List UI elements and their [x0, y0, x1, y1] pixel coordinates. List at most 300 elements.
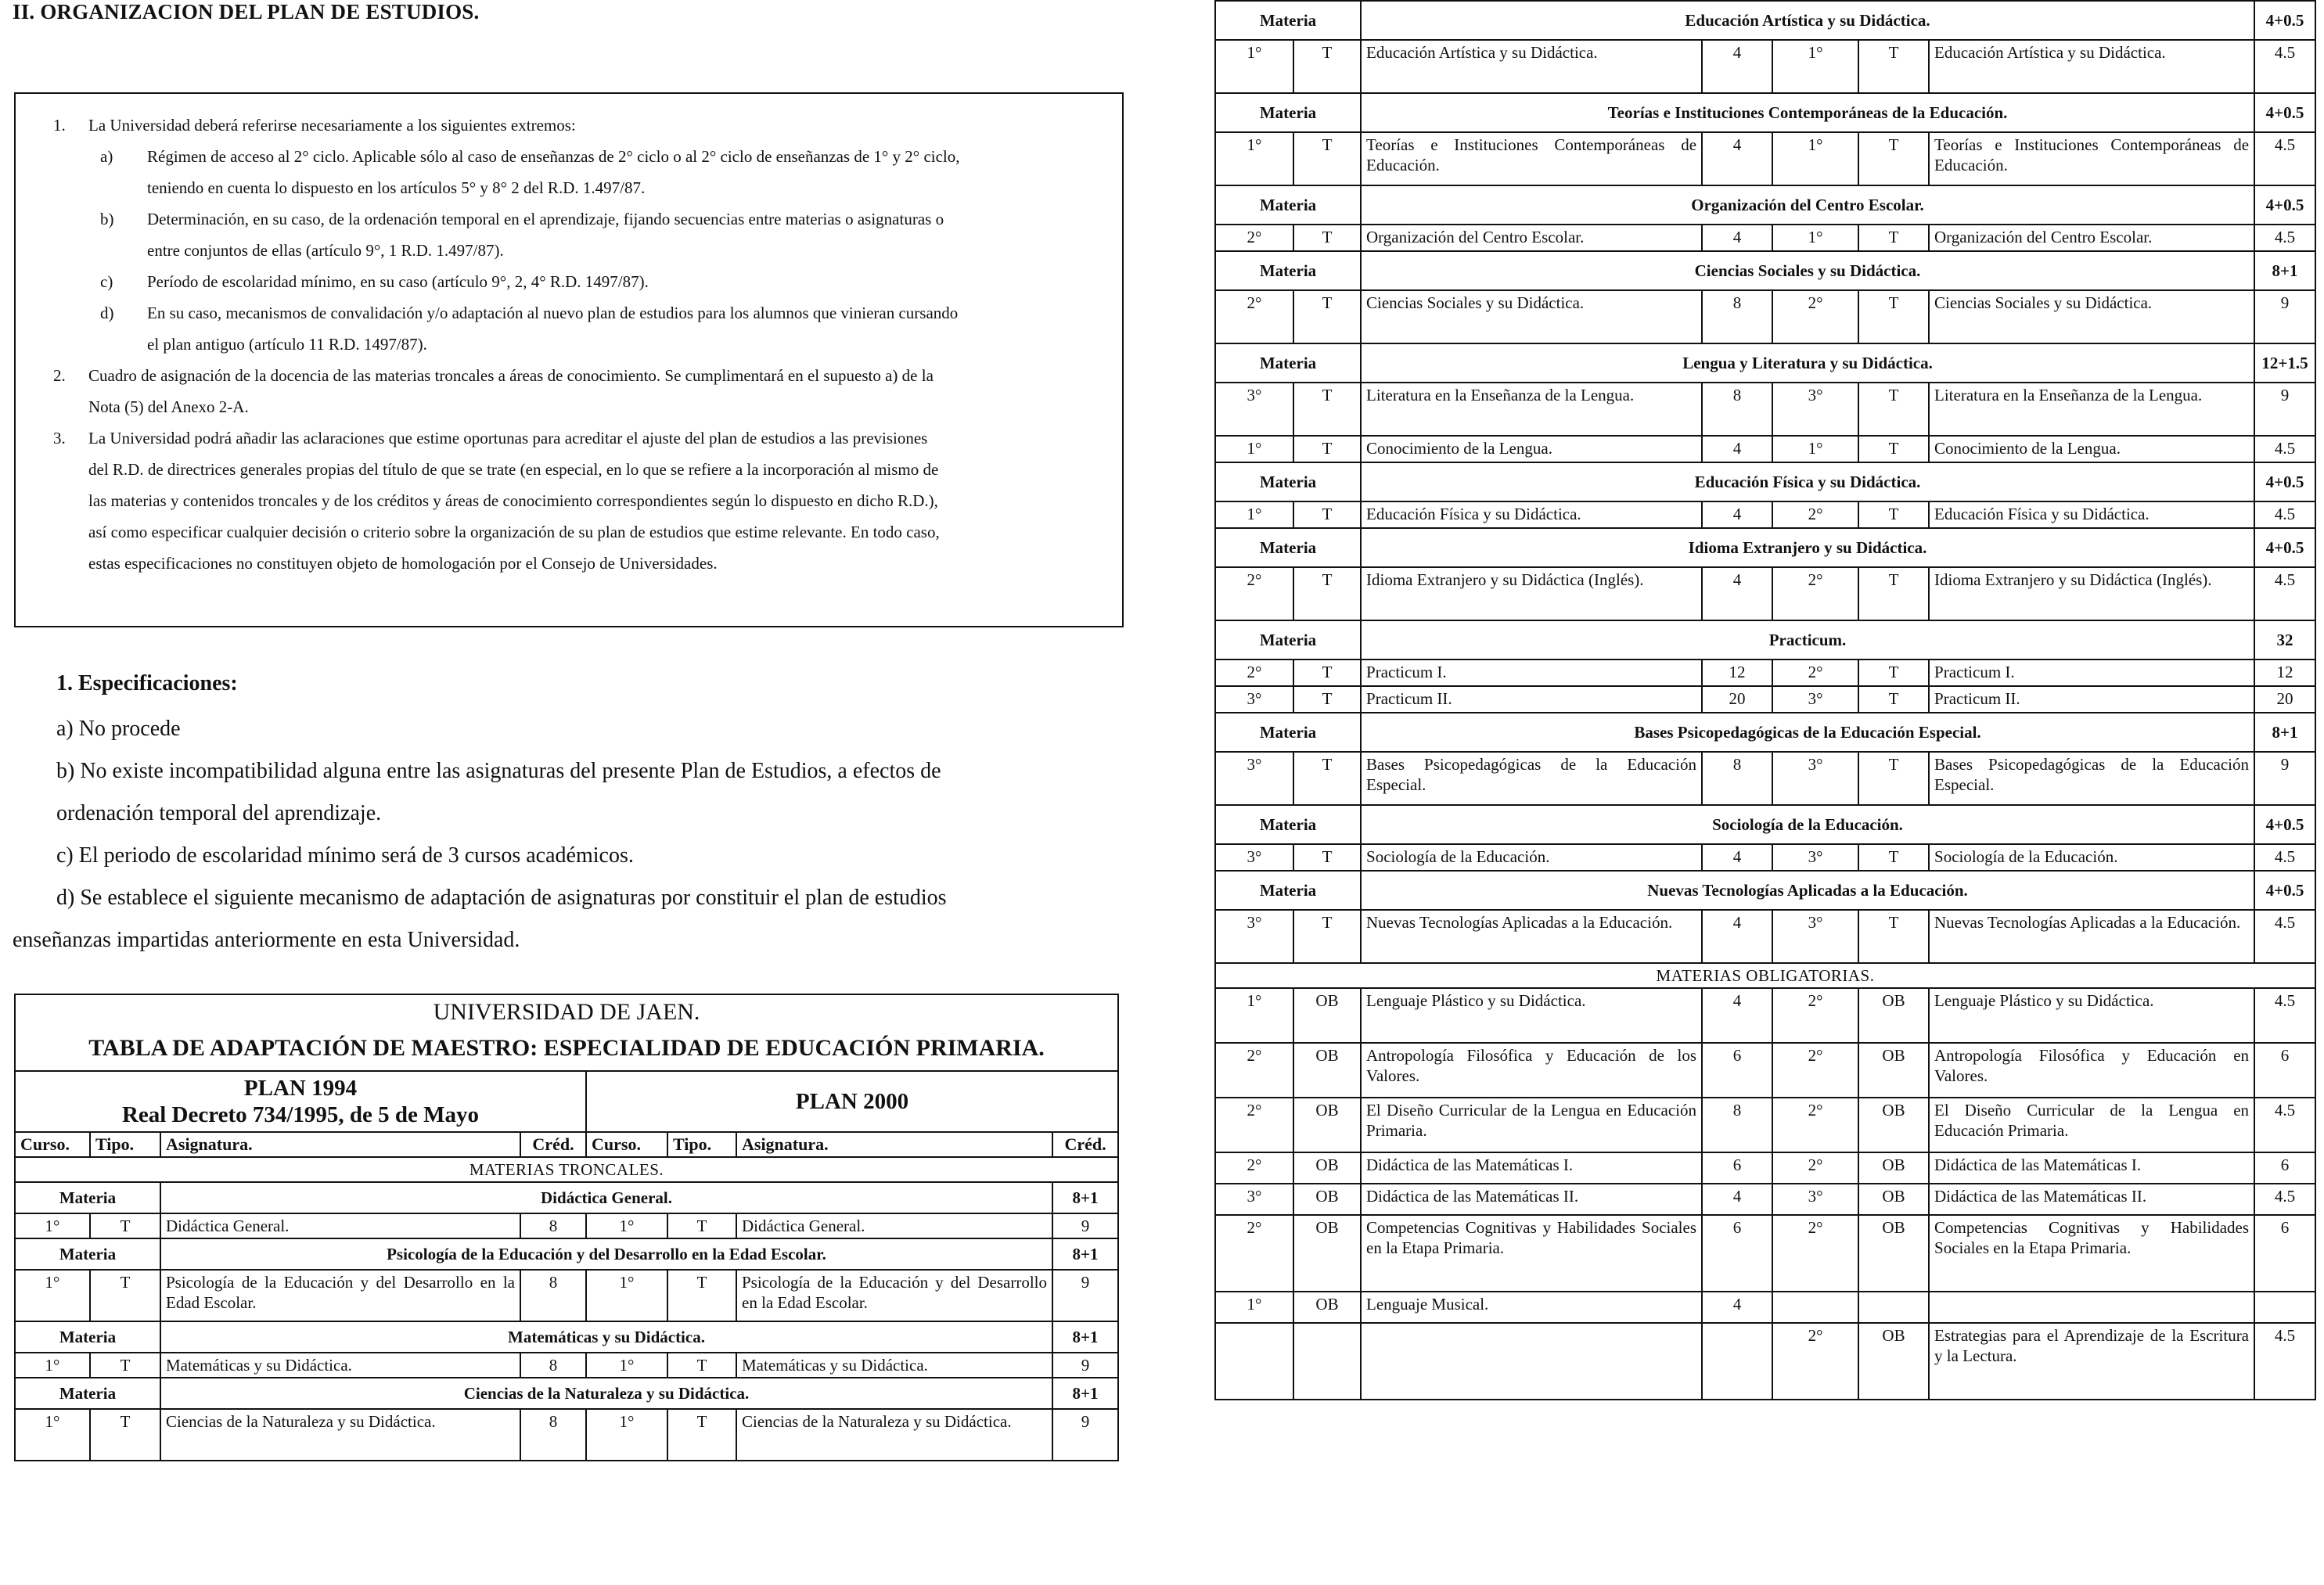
creditos-new-cell: 4.5	[2254, 910, 2315, 963]
note-item	[53, 360, 1111, 422]
tipo-old-cell: T	[1293, 844, 1361, 871]
tipo-new-cell: T	[667, 1213, 736, 1238]
tipo-new-cell: OB	[1858, 1043, 1929, 1098]
creditos-old-cell: 8	[1702, 752, 1772, 805]
note-subitem	[100, 203, 1111, 266]
curso-old-cell: 1°	[1215, 132, 1293, 185]
materia-name: Nuevas Tecnologías Aplicadas a la Educación.	[1361, 871, 2254, 910]
curso-old-cell: 2°	[1215, 1043, 1293, 1098]
specifications-title: 1. Especificaciones:	[56, 671, 238, 695]
creditos-new-cell: 4.5	[2254, 1184, 2315, 1215]
subject-row	[1215, 40, 2315, 93]
creditos-old-cell: 8	[520, 1213, 586, 1238]
curso-new-cell: 1°	[1772, 225, 1858, 251]
tipo-new-cell: T	[667, 1270, 736, 1321]
materia-row	[1215, 1, 2315, 40]
asignatura-new-cell: Teorías e Instituciones Contemporáneas de Educación.	[1929, 132, 2254, 185]
materia-name: Educación Física y su Didáctica.	[1361, 462, 2254, 501]
subject-row	[1215, 567, 2315, 620]
note-line: Nota (5) del Anexo 2-A.	[88, 397, 249, 416]
column-header: Tipo.	[667, 1132, 736, 1157]
tipo-old-cell: T	[90, 1353, 160, 1378]
creditos-new-cell: 9	[1052, 1270, 1118, 1321]
specification-line: ordenación temporal del aprendizaje.	[56, 801, 382, 825]
materia-name: Lengua y Literatura y su Didáctica.	[1361, 343, 2254, 383]
curso-old-cell: 2°	[1215, 225, 1293, 251]
note-text	[147, 266, 649, 297]
subject-row	[1215, 1292, 2315, 1323]
note-line: teniendo en cuenta lo dispuesto en los artículos 5° y 8° 2 del R.D. 1.497/87.	[147, 178, 646, 197]
creditos-new-cell	[2254, 1292, 2315, 1323]
subject-row	[1215, 1043, 2315, 1098]
tipo-new-cell: T	[1858, 436, 1929, 462]
note-text	[88, 422, 940, 579]
materia-name: Bases Psicopedagógicas de la Educación Especial.	[1361, 713, 2254, 752]
tipo-old-cell: T	[1293, 752, 1361, 805]
note-marker: 3.	[53, 429, 66, 447]
note-line: Cuadro de asignación de la docencia de las materias troncales a áreas de conocimiento. Se cumplimentará en el supuesto a) de la	[88, 366, 934, 385]
tipo-new-cell	[1858, 1292, 1929, 1323]
creditos-old-cell: 8	[520, 1270, 586, 1321]
materia-credits: 4+0.5	[2254, 93, 2315, 132]
subject-row	[1215, 1098, 2315, 1152]
adaptation-table-left	[14, 994, 1119, 1461]
materia-row	[15, 1182, 1118, 1213]
note-line: así como especificar cualquier decisión o criterio sobre la organización de su plan de estudios que estime relevante. En todo caso,	[88, 523, 940, 541]
creditos-old-cell: 4	[1702, 1292, 1772, 1323]
creditos-new-cell: 4.5	[2254, 436, 2315, 462]
creditos-old-cell: 4	[1702, 844, 1772, 871]
note-marker: 2.	[53, 366, 66, 385]
plan-old-label: PLAN 1994	[243, 1076, 358, 1101]
asignatura-new-cell: Practicum II.	[1929, 686, 2254, 713]
creditos-new-cell: 4.5	[2254, 844, 2315, 871]
asignatura-old-cell: Competencias Cognitivas y Habilidades Sociales en la Etapa Primaria.	[1361, 1215, 1702, 1292]
materia-credits: 4+0.5	[2254, 1, 2315, 40]
creditos-old-cell: 4	[1702, 988, 1772, 1043]
asignatura-new-cell: Psicología de la Educación y del Desarrollo en la Edad Escolar.	[736, 1270, 1052, 1321]
note-text	[88, 360, 934, 422]
note-text	[147, 203, 944, 266]
materia-label: Materia	[1215, 343, 1361, 383]
asignatura-old-cell: Conocimiento de la Lengua.	[1361, 436, 1702, 462]
section-troncales: MATERIAS TRONCALES.	[15, 1157, 1118, 1182]
creditos-old-cell: 20	[1702, 686, 1772, 713]
asignatura-old-cell: Antropología Filosófica y Educación de los Valores.	[1361, 1043, 1702, 1098]
asignatura-new-cell: Literatura en la Enseñanza de la Lengua.	[1929, 383, 2254, 436]
asignatura-new-cell: Ciencias Sociales y su Didáctica.	[1929, 290, 2254, 343]
materia-row	[1215, 462, 2315, 501]
asignatura-old-cell: Educación Física y su Didáctica.	[1361, 501, 1702, 528]
materia-label: Materia	[1215, 93, 1361, 132]
creditos-old-cell: 4	[1702, 40, 1772, 93]
asignatura-old-cell: Nuevas Tecnologías Aplicadas a la Educación.	[1361, 910, 1702, 963]
creditos-old-cell: 6	[1702, 1152, 1772, 1184]
asignatura-old-cell: Teorías e Instituciones Contemporáneas de Educación.	[1361, 132, 1702, 185]
curso-new-cell: 2°	[1772, 1043, 1858, 1098]
materia-label: Materia	[1215, 462, 1361, 501]
creditos-new-cell: 6	[2254, 1043, 2315, 1098]
note-line: entre conjuntos de ellas (artículo 9°, 1 R.D. 1.497/87).	[147, 241, 504, 260]
materia-label: Materia	[1215, 185, 1361, 225]
curso-new-cell: 3°	[1772, 1184, 1858, 1215]
tipo-old-cell: T	[1293, 225, 1361, 251]
curso-old-cell: 2°	[1215, 1098, 1293, 1152]
column-header: Curso.	[15, 1132, 90, 1157]
tipo-new-cell: OB	[1858, 1152, 1929, 1184]
note-line: las materias y contenidos troncales y de los créditos y áreas de conocimiento correspondientes según lo dispuesto en dicho R.D.),	[88, 491, 938, 510]
plan-new-header: PLAN 2000	[586, 1071, 1118, 1132]
asignatura-old-cell: Practicum I.	[1361, 660, 1702, 686]
curso-old-cell: 3°	[1215, 1184, 1293, 1215]
note-marker: a)	[100, 147, 113, 166]
column-header: Curso.	[586, 1132, 667, 1157]
creditos-new-cell: 9	[2254, 383, 2315, 436]
materia-row	[1215, 713, 2315, 752]
column-header: Créd.	[1052, 1132, 1118, 1157]
creditos-old-cell: 4	[1702, 132, 1772, 185]
tipo-new-cell: OB	[1858, 1098, 1929, 1152]
curso-old-cell: 3°	[1215, 844, 1293, 871]
materia-name: Ciencias Sociales y su Didáctica.	[1361, 251, 2254, 290]
specification-line: c) El periodo de escolaridad mínimo será de 3 cursos académicos.	[56, 843, 634, 868]
specification-line: d) Se establece el siguiente mecanismo de adaptación de asignaturas por constituir el plan de estudios	[56, 886, 947, 910]
tipo-old-cell: T	[1293, 436, 1361, 462]
tipo-old-cell: OB	[1293, 1292, 1361, 1323]
creditos-new-cell: 4.5	[2254, 1098, 2315, 1152]
asignatura-new-cell: Didáctica General.	[736, 1213, 1052, 1238]
curso-new-cell: 2°	[1772, 1215, 1858, 1292]
creditos-old-cell: 6	[1702, 1043, 1772, 1098]
asignatura-old-cell: Didáctica General.	[160, 1213, 520, 1238]
asignatura-new-cell: Competencias Cognitivas y Habilidades Sociales en la Etapa Primaria.	[1929, 1215, 2254, 1292]
asignatura-new-cell: Educación Física y su Didáctica.	[1929, 501, 2254, 528]
plan-old-decree: Real Decreto 734/1995, de 5 de Mayo	[121, 1102, 480, 1127]
materia-row	[1215, 343, 2315, 383]
tipo-old-cell: T	[1293, 567, 1361, 620]
note-line: La Universidad podrá añadir las aclaraciones que estime oportunas para acreditar el ajuste del plan de estudios a las previsiones	[88, 429, 928, 447]
asignatura-old-cell: Lenguaje Musical.	[1361, 1292, 1702, 1323]
curso-old-cell: 2°	[1215, 290, 1293, 343]
materia-credits: 8+1	[1052, 1238, 1118, 1270]
curso-old-cell: 1°	[15, 1213, 90, 1238]
subject-row	[1215, 910, 2315, 963]
asignatura-new-cell: Nuevas Tecnologías Aplicadas a la Educación.	[1929, 910, 2254, 963]
asignatura-old-cell: Psicología de la Educación y del Desarrollo en la Edad Escolar.	[160, 1270, 520, 1321]
subject-row	[1215, 290, 2315, 343]
tipo-new-cell: T	[1858, 40, 1929, 93]
curso-new-cell: 3°	[1772, 752, 1858, 805]
materia-row	[1215, 93, 2315, 132]
note-text	[88, 110, 576, 141]
university-name: UNIVERSIDAD DE JAEN.	[15, 994, 1118, 1030]
curso-new-cell	[1772, 1292, 1858, 1323]
creditos-new-cell: 4.5	[2254, 225, 2315, 251]
specification-line: enseñanzas impartidas anteriormente en esta Universidad.	[13, 928, 520, 952]
curso-new-cell: 2°	[1772, 1152, 1858, 1184]
tipo-old-cell: T	[90, 1409, 160, 1461]
tipo-new-cell: T	[1858, 501, 1929, 528]
creditos-new-cell: 4.5	[2254, 988, 2315, 1043]
creditos-new-cell: 4.5	[2254, 501, 2315, 528]
asignatura-new-cell: Idioma Extranjero y su Didáctica (Inglés).	[1929, 567, 2254, 620]
curso-new-cell: 2°	[1772, 988, 1858, 1043]
materia-name: Psicología de la Educación y del Desarrollo en la Edad Escolar.	[160, 1238, 1052, 1270]
materia-label: Materia	[1215, 251, 1361, 290]
asignatura-old-cell: Idioma Extranjero y su Didáctica (Inglés).	[1361, 567, 1702, 620]
subject-row	[1215, 501, 2315, 528]
subject-row	[1215, 752, 2315, 805]
asignatura-old-cell	[1361, 1323, 1702, 1400]
tipo-old-cell: T	[1293, 290, 1361, 343]
asignatura-new-cell: Practicum I.	[1929, 660, 2254, 686]
creditos-old-cell: 4	[1702, 567, 1772, 620]
materia-name: Organización del Centro Escolar.	[1361, 185, 2254, 225]
creditos-new-cell: 4.5	[2254, 1323, 2315, 1400]
curso-old-cell: 1°	[1215, 436, 1293, 462]
tipo-new-cell: T	[1858, 844, 1929, 871]
asignatura-old-cell: Matemáticas y su Didáctica.	[160, 1353, 520, 1378]
materia-label: Materia	[1215, 1, 1361, 40]
materia-name: Idioma Extranjero y su Didáctica.	[1361, 528, 2254, 567]
creditos-new-cell: 6	[2254, 1152, 2315, 1184]
tipo-new-cell: T	[1858, 567, 1929, 620]
tipo-old-cell: T	[1293, 501, 1361, 528]
creditos-old-cell: 8	[520, 1353, 586, 1378]
creditos-old-cell: 4	[1702, 1184, 1772, 1215]
asignatura-new-cell: Didáctica de las Matemáticas I.	[1929, 1152, 2254, 1184]
subject-row	[15, 1409, 1118, 1461]
asignatura-new-cell: Conocimiento de la Lengua.	[1929, 436, 2254, 462]
curso-old-cell: 1°	[15, 1270, 90, 1321]
creditos-new-cell: 12	[2254, 660, 2315, 686]
section-obligatorias: MATERIAS OBLIGATORIAS.	[1215, 963, 2315, 988]
materia-credits: 4+0.5	[2254, 805, 2315, 844]
tipo-old-cell: OB	[1293, 1184, 1361, 1215]
creditos-old-cell: 4	[1702, 910, 1772, 963]
curso-new-cell: 3°	[1772, 383, 1858, 436]
asignatura-new-cell: Educación Artística y su Didáctica.	[1929, 40, 2254, 93]
tipo-old-cell: OB	[1293, 1043, 1361, 1098]
tipo-old-cell: T	[90, 1270, 160, 1321]
note-line: Régimen de acceso al 2° ciclo. Aplicable sólo al caso de enseñanzas de 2° ciclo o al 2° ciclo de enseñanzas de 1° y 2° ciclo,	[147, 147, 960, 166]
asignatura-old-cell: Bases Psicopedagógicas de la Educación Especial.	[1361, 752, 1702, 805]
materia-label: Materia	[1215, 620, 1361, 660]
adaptation-table-right	[1214, 0, 2316, 1400]
creditos-old-cell: 8	[1702, 383, 1772, 436]
curso-old-cell: 1°	[1215, 988, 1293, 1043]
subject-row	[1215, 1184, 2315, 1215]
curso-new-cell: 3°	[1772, 844, 1858, 871]
tipo-new-cell: T	[1858, 660, 1929, 686]
curso-new-cell: 1°	[1772, 40, 1858, 93]
asignatura-new-cell	[1929, 1292, 2254, 1323]
curso-new-cell: 1°	[586, 1409, 667, 1461]
table-title: TABLA DE ADAPTACIÓN DE MAESTRO: ESPECIALIDAD DE EDUCACIÓN PRIMARIA.	[15, 1030, 1118, 1071]
curso-new-cell: 3°	[1772, 686, 1858, 713]
curso-new-cell: 1°	[586, 1353, 667, 1378]
curso-new-cell: 2°	[1772, 1098, 1858, 1152]
creditos-old-cell: 4	[1702, 225, 1772, 251]
materia-label: Materia	[1215, 528, 1361, 567]
creditos-new-cell: 4.5	[2254, 132, 2315, 185]
curso-new-cell: 1°	[586, 1270, 667, 1321]
creditos-old-cell: 8	[520, 1409, 586, 1461]
page-heading: II. ORGANIZACION DEL PLAN DE ESTUDIOS.	[13, 0, 480, 23]
materia-label: Materia	[1215, 805, 1361, 844]
tipo-old-cell: OB	[1293, 1215, 1361, 1292]
materia-name: Educación Artística y su Didáctica.	[1361, 1, 2254, 40]
curso-new-cell: 3°	[1772, 910, 1858, 963]
tipo-old-cell: T	[90, 1213, 160, 1238]
materia-credits: 8+1	[1052, 1182, 1118, 1213]
materia-label: Materia	[15, 1182, 160, 1213]
creditos-new-cell: 9	[1052, 1409, 1118, 1461]
tipo-new-cell: OB	[1858, 1184, 1929, 1215]
materia-credits: 8+1	[2254, 713, 2315, 752]
subject-row	[1215, 988, 2315, 1043]
column-header: Asignatura.	[736, 1132, 1052, 1157]
creditos-new-cell: 6	[2254, 1215, 2315, 1292]
asignatura-old-cell: Lenguaje Plástico y su Didáctica.	[1361, 988, 1702, 1043]
creditos-old-cell: 8	[1702, 1098, 1772, 1152]
note-subitem	[100, 297, 1111, 360]
tipo-new-cell: T	[1858, 290, 1929, 343]
tipo-old-cell: T	[1293, 383, 1361, 436]
asignatura-new-cell: Didáctica de las Matemáticas II.	[1929, 1184, 2254, 1215]
column-header-row	[15, 1132, 1118, 1157]
materia-row	[15, 1378, 1118, 1409]
note-item	[53, 110, 1111, 141]
tipo-old-cell: OB	[1293, 1098, 1361, 1152]
note-subitem	[100, 141, 1111, 203]
tipo-new-cell: OB	[1858, 988, 1929, 1043]
tipo-new-cell: T	[667, 1353, 736, 1378]
curso-new-cell: 2°	[1772, 567, 1858, 620]
materia-row	[1215, 528, 2315, 567]
tipo-new-cell: OB	[1858, 1323, 1929, 1400]
note-marker: b)	[100, 210, 114, 228]
materia-row	[1215, 871, 2315, 910]
asignatura-old-cell: Sociología de la Educación.	[1361, 844, 1702, 871]
materia-credits: 4+0.5	[2254, 528, 2315, 567]
asignatura-new-cell: El Diseño Curricular de la Lengua en Educación Primaria.	[1929, 1098, 2254, 1152]
tipo-new-cell: OB	[1858, 1215, 1929, 1292]
asignatura-old-cell: Didáctica de las Matemáticas I.	[1361, 1152, 1702, 1184]
materia-name: Didáctica General.	[160, 1182, 1052, 1213]
creditos-new-cell: 9	[2254, 752, 2315, 805]
materia-row	[1215, 185, 2315, 225]
asignatura-new-cell: Organización del Centro Escolar.	[1929, 225, 2254, 251]
tipo-old-cell: T	[1293, 40, 1361, 93]
creditos-new-cell: 9	[2254, 290, 2315, 343]
creditos-old-cell	[1702, 1323, 1772, 1400]
materia-label: Materia	[15, 1238, 160, 1270]
column-header: Asignatura.	[160, 1132, 520, 1157]
materia-credits: 4+0.5	[2254, 462, 2315, 501]
asignatura-old-cell: Organización del Centro Escolar.	[1361, 225, 1702, 251]
materia-row	[1215, 251, 2315, 290]
obligatorias-header-row	[1215, 963, 2315, 988]
subject-row	[1215, 1152, 2315, 1184]
tipo-old-cell: T	[1293, 910, 1361, 963]
curso-old-cell: 2°	[1215, 1152, 1293, 1184]
subject-row	[15, 1270, 1118, 1321]
creditos-old-cell: 8	[1702, 290, 1772, 343]
note-line: Determinación, en su caso, de la ordenación temporal en el aprendizaje, fijando secuencias entre materias o asignaturas o	[147, 210, 944, 228]
asignatura-new-cell: Bases Psicopedagógicas de la Educación Especial.	[1929, 752, 2254, 805]
curso-new-cell: 1°	[1772, 436, 1858, 462]
materia-label: Materia	[15, 1321, 160, 1353]
tipo-old-cell: T	[1293, 686, 1361, 713]
materia-row	[15, 1238, 1118, 1270]
curso-old-cell: 3°	[1215, 910, 1293, 963]
curso-old-cell: 3°	[1215, 383, 1293, 436]
creditos-new-cell: 20	[2254, 686, 2315, 713]
note-item	[53, 422, 1111, 579]
note-marker: d)	[100, 304, 114, 322]
notes-box	[14, 92, 1124, 627]
asignatura-new-cell: Antropología Filosófica y Educación en Valores.	[1929, 1043, 2254, 1098]
note-line: Período de escolaridad mínimo, en su caso (artículo 9°, 2, 4° R.D. 1497/87).	[147, 272, 649, 291]
tipo-old-cell: T	[1293, 660, 1361, 686]
specification-line: a) No procede	[56, 717, 181, 741]
note-line: estas especificaciones no constituyen objeto de homologación por el Consejo de Universidades.	[88, 554, 718, 573]
asignatura-new-cell: Estrategias para el Aprendizaje de la Escritura y la Lectura.	[1929, 1323, 2254, 1400]
curso-old-cell: 1°	[1215, 1292, 1293, 1323]
note-line: La Universidad deberá referirse necesariamente a los siguientes extremos:	[88, 116, 576, 135]
materia-credits: 32	[2254, 620, 2315, 660]
specification-line: b) No existe incompatibilidad alguna entre las asignaturas del presente Plan de Estudios, a efectos de	[56, 759, 941, 783]
curso-old-cell: 3°	[1215, 686, 1293, 713]
materia-credits: 8+1	[2254, 251, 2315, 290]
materia-row	[1215, 620, 2315, 660]
asignatura-old-cell: Educación Artística y su Didáctica.	[1361, 40, 1702, 93]
column-header: Tipo.	[90, 1132, 160, 1157]
materia-row	[1215, 805, 2315, 844]
subject-row	[1215, 1215, 2315, 1292]
tipo-new-cell: T	[1858, 752, 1929, 805]
subject-row	[1215, 1323, 2315, 1400]
materia-credits: 8+1	[1052, 1378, 1118, 1409]
subject-row	[1215, 686, 2315, 713]
creditos-new-cell: 4.5	[2254, 567, 2315, 620]
curso-old-cell: 2°	[1215, 567, 1293, 620]
materia-name: Sociología de la Educación.	[1361, 805, 2254, 844]
materia-row	[15, 1321, 1118, 1353]
asignatura-old-cell: Ciencias Sociales y su Didáctica.	[1361, 290, 1702, 343]
asignatura-new-cell: Sociología de la Educación.	[1929, 844, 2254, 871]
creditos-old-cell: 12	[1702, 660, 1772, 686]
asignatura-old-cell: Didáctica de las Matemáticas II.	[1361, 1184, 1702, 1215]
creditos-new-cell: 9	[1052, 1353, 1118, 1378]
curso-new-cell: 1°	[1772, 132, 1858, 185]
tipo-old-cell: T	[1293, 132, 1361, 185]
tipo-new-cell: T	[1858, 686, 1929, 713]
asignatura-old-cell: Literatura en la Enseñanza de la Lengua.	[1361, 383, 1702, 436]
materia-credits: 8+1	[1052, 1321, 1118, 1353]
plan-old-header	[15, 1071, 586, 1132]
asignatura-old-cell: Practicum II.	[1361, 686, 1702, 713]
subject-row	[15, 1353, 1118, 1378]
curso-old-cell: 1°	[15, 1409, 90, 1461]
materia-credits: 12+1.5	[2254, 343, 2315, 383]
creditos-new-cell: 9	[1052, 1213, 1118, 1238]
creditos-new-cell: 4.5	[2254, 40, 2315, 93]
column-header: Créd.	[520, 1132, 586, 1157]
curso-new-cell: 2°	[1772, 501, 1858, 528]
curso-old-cell: 1°	[1215, 501, 1293, 528]
